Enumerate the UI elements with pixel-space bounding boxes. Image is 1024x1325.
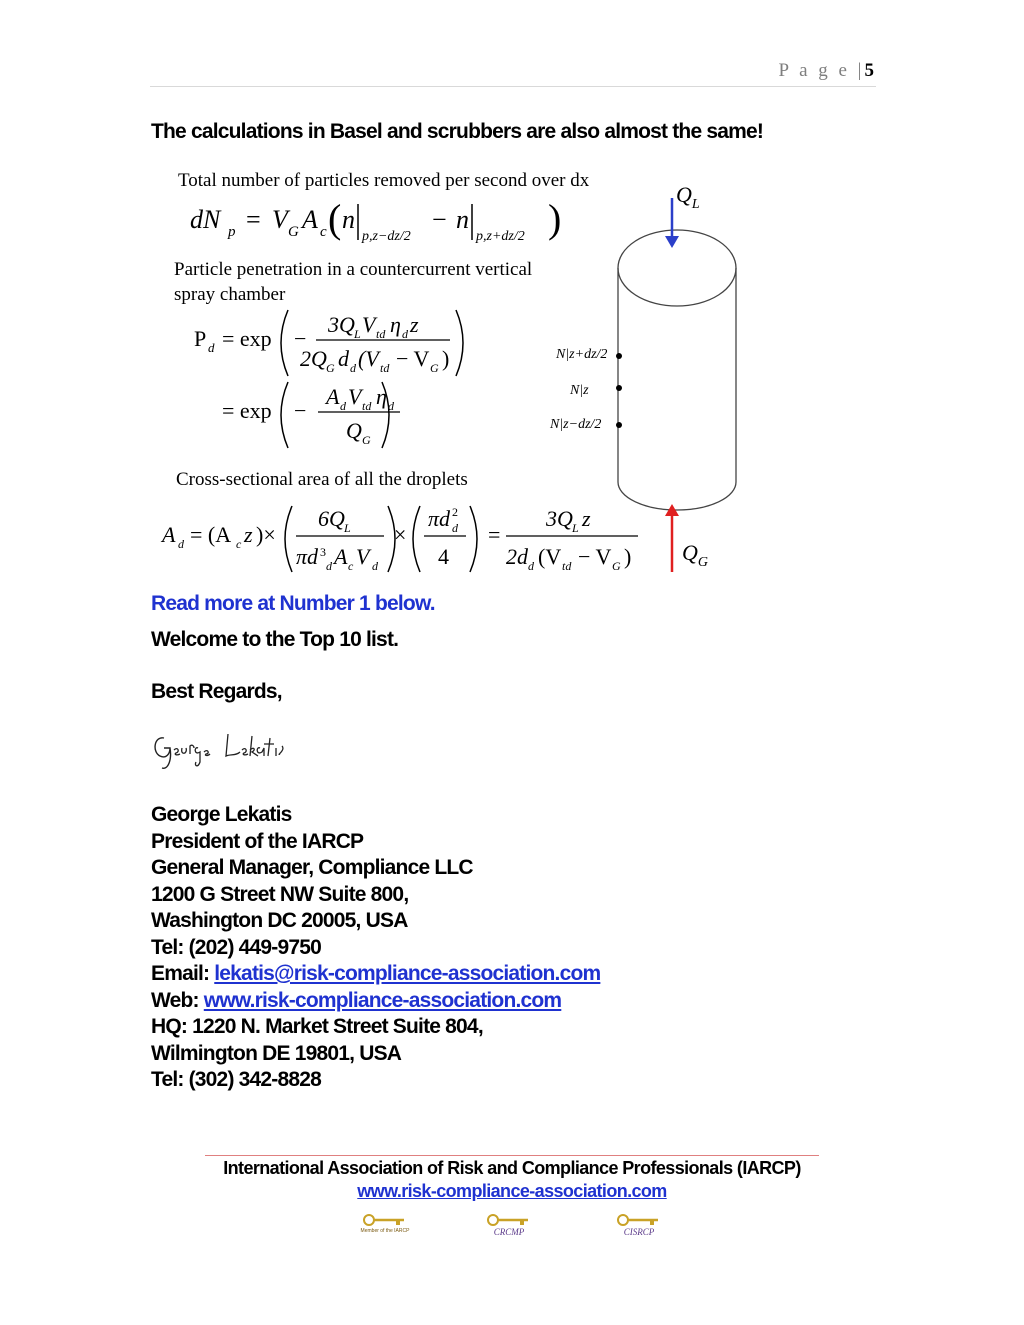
svg-text:2d: 2d <box>506 544 528 569</box>
svg-text:πd: πd <box>296 544 319 569</box>
svg-text:d: d <box>402 327 408 341</box>
equation-pd <box>194 310 463 448</box>
svg-text:V: V <box>348 384 362 409</box>
svg-text:G: G <box>326 361 335 375</box>
svg-text:d: d <box>372 559 378 573</box>
svg-text:V: V <box>272 205 288 234</box>
svg-text:d: d <box>528 559 534 573</box>
diagram-line-chamber: spray chamber <box>174 284 286 305</box>
svg-text:n: n <box>456 205 469 234</box>
svg-text:td: td <box>362 399 372 413</box>
svg-text:= (A: = (A <box>190 522 232 547</box>
email-label: Email: <box>151 962 215 985</box>
contact-name: George Lekatis <box>151 803 292 826</box>
svg-text:=: = <box>246 205 261 234</box>
svg-text:L: L <box>344 521 351 535</box>
svg-text:p: p <box>228 224 236 240</box>
page-number-value: 5 <box>864 60 874 81</box>
svg-text:×: × <box>394 522 407 547</box>
svg-text:G: G <box>362 433 371 447</box>
svg-text:3Q: 3Q <box>328 312 355 337</box>
contact-title-iarcp: President of the IARCP <box>151 829 364 853</box>
key-badge-cisrcp-icon <box>614 1212 664 1238</box>
svg-text:z: z <box>410 312 419 337</box>
footer-url-link[interactable]: www.risk-compliance-association.com <box>357 1181 667 1201</box>
page-header <box>150 58 876 87</box>
badge-cisrcp-label: CISRCP <box>623 1227 655 1237</box>
svg-text:A: A <box>302 205 318 234</box>
point-top <box>616 353 622 359</box>
svg-text:4: 4 <box>438 544 449 569</box>
qg-label: $Q_G$ <box>682 540 709 570</box>
svg-text:): ) <box>442 346 450 371</box>
equation-ad <box>160 505 638 573</box>
svg-text:P: P <box>194 326 207 351</box>
svg-text:= exp: = exp <box>222 326 272 351</box>
n-bot-label: N|z−dz/2 <box>550 417 602 432</box>
svg-text:− V: − V <box>578 544 612 569</box>
svg-text:η: η <box>390 312 401 337</box>
svg-text:d: d <box>388 399 394 413</box>
svg-text:(: ( <box>328 196 342 241</box>
contact-title-llc: General Manager, Compliance LLC <box>151 856 473 879</box>
svg-text:p,z−dz/2: p,z−dz/2 <box>362 229 411 244</box>
footer-divider <box>205 1155 819 1156</box>
svg-text:td: td <box>562 559 572 573</box>
svg-text:3Q: 3Q <box>546 506 573 531</box>
diagram-line-penetration: Particle penetration in a countercurrent vertical <box>174 259 533 280</box>
contact-tel-de: Tel: (302) 342-8828 <box>151 1068 322 1091</box>
contact-email-row <box>151 961 600 988</box>
read-more-text: Read more at Number 1 below. <box>151 592 435 615</box>
svg-text:= exp: = exp <box>222 398 272 423</box>
svg-text:dN: dN <box>190 205 221 234</box>
n-mid-label: N|z <box>570 383 589 398</box>
svg-text:d: d <box>340 399 346 413</box>
page-label: P a g e | <box>778 60 865 81</box>
svg-text:2: 2 <box>452 505 458 519</box>
svg-text:d: d <box>338 346 349 371</box>
badge-crcmp-label: CRCMP <box>493 1227 525 1237</box>
web-link[interactable]: www.risk-compliance-association.com <box>203 988 562 1012</box>
svg-text:d: d <box>350 361 356 375</box>
svg-text:)×: )× <box>256 522 276 547</box>
svg-text:n: n <box>342 205 355 234</box>
svg-text:=: = <box>488 522 501 547</box>
svg-text:c: c <box>236 537 242 551</box>
contact-tel-dc: Tel: (202) 449-9750 <box>151 935 322 959</box>
svg-text:6Q: 6Q <box>318 506 345 531</box>
contact-web-row <box>151 988 600 1015</box>
arrow-up-icon <box>665 504 679 572</box>
svg-text:(V: (V <box>538 544 562 569</box>
svg-text:d: d <box>452 521 458 535</box>
contact-address-line1: 1200 G Street NW Suite 800, <box>151 882 409 906</box>
svg-text:A: A <box>334 544 348 569</box>
n-top-label: N|z+dz/2 <box>556 347 608 362</box>
page-number <box>778 60 874 82</box>
key-badge-crcmp-icon <box>484 1212 534 1238</box>
handwritten-signature <box>150 726 310 776</box>
svg-text:−: − <box>432 205 447 234</box>
svg-text:−: − <box>294 398 307 423</box>
svg-text:z: z <box>582 506 591 531</box>
svg-text:3: 3 <box>320 545 326 559</box>
contact-address-line2: Washington DC 20005, USA <box>151 909 408 932</box>
point-bot <box>616 422 622 428</box>
page-heading: The calculations in Basel and scrubbers are also almost the same! <box>151 120 764 143</box>
svg-text:A: A <box>162 522 176 547</box>
badge-member-label: Member of the IARCP <box>360 1228 410 1234</box>
svg-text:πd: πd <box>428 506 451 531</box>
svg-text:V: V <box>362 312 376 337</box>
key-badge-icon <box>360 1212 410 1238</box>
svg-text:): ) <box>548 196 562 241</box>
svg-text:td: td <box>376 327 386 341</box>
svg-text:): ) <box>624 544 632 569</box>
email-link[interactable]: lekatis@risk-compliance-association.com <box>214 962 601 985</box>
svg-text:d: d <box>178 537 184 551</box>
svg-text:−: − <box>294 326 307 351</box>
svg-text:η: η <box>376 384 387 409</box>
svg-text:− V: − V <box>396 346 430 371</box>
point-mid <box>616 385 622 391</box>
contact-block <box>151 802 600 1094</box>
diagram-line-area: Cross-sectional area of all the droplets <box>176 469 468 490</box>
svg-text:d: d <box>326 559 332 573</box>
footer-org-name: International Association of Risk and Compliance Professionals (IARCP) <box>223 1158 801 1178</box>
regards-text: Best Regards, <box>151 680 282 703</box>
svg-text:(V: (V <box>358 346 379 371</box>
contact-hq-line2: Wilmington DE 19801, USA <box>151 1041 402 1065</box>
ql-label: $Q_L$ <box>676 182 700 212</box>
spray-chamber-cylinder <box>618 230 736 510</box>
svg-text:c: c <box>320 224 327 240</box>
svg-text:V: V <box>356 544 370 569</box>
svg-text:Q: Q <box>346 418 362 443</box>
svg-text:2Q: 2Q <box>300 346 327 371</box>
svg-text:G: G <box>430 361 439 375</box>
svg-text:L: L <box>572 521 579 535</box>
svg-text:td: td <box>380 361 390 375</box>
contact-hq-line1: HQ: 1220 N. Market Street Suite 804, <box>151 1015 483 1038</box>
svg-text:G: G <box>612 559 621 573</box>
svg-text:c: c <box>348 559 354 573</box>
svg-text:z: z <box>244 522 253 547</box>
scrubber-diagram <box>150 160 750 580</box>
svg-text:d: d <box>208 340 215 355</box>
diagram-line-removed: Total number of particles removed per second over dx <box>178 170 590 191</box>
svg-text:A: A <box>326 384 340 409</box>
equation-dnp <box>190 196 561 244</box>
web-label: Web: <box>151 988 204 1012</box>
svg-text:G: G <box>288 224 299 240</box>
welcome-text: Welcome to the Top 10 list. <box>151 628 399 651</box>
svg-text:L: L <box>354 327 361 341</box>
svg-text:p,z+dz/2: p,z+dz/2 <box>476 229 525 244</box>
